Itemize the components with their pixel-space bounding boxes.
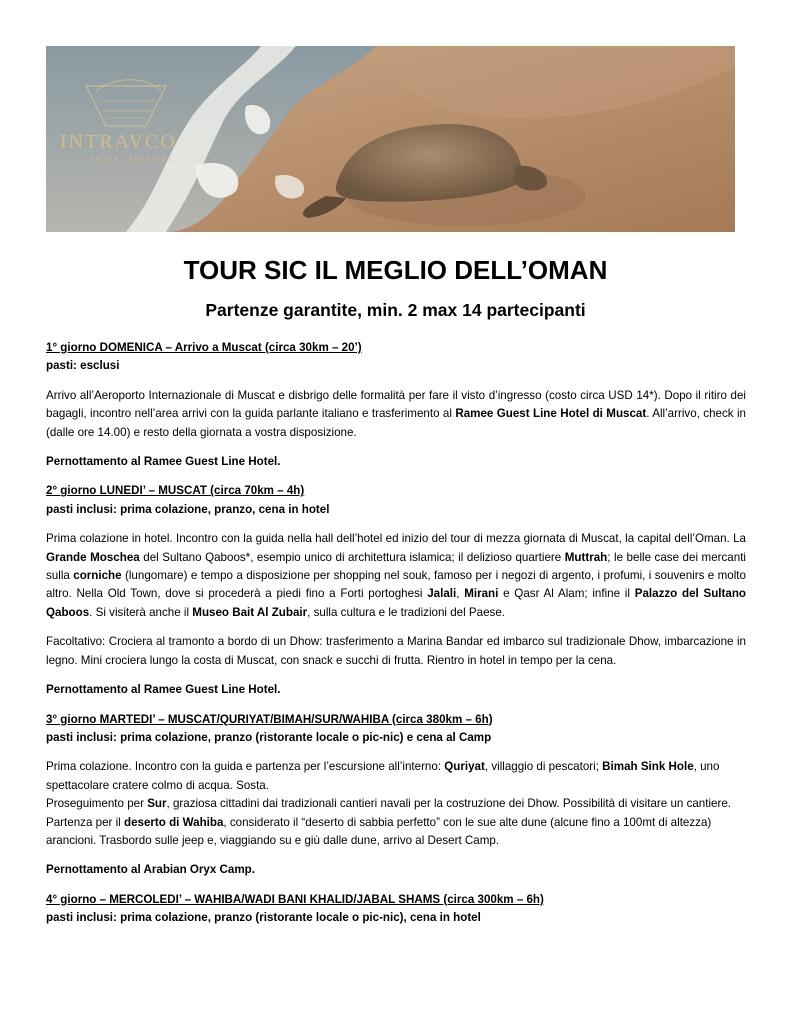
page-subtitle: Partenze garantite, min. 2 max 14 partecipanti [205, 300, 586, 320]
meals-info: pasti inclusi: prima colazione, pranzo (ristorante locale o pic-nic), cena in hotel [46, 911, 481, 925]
beach-turtle-photo [46, 46, 735, 232]
day-description: Arrivo all’Aeroporto Internazionale di Muscat e disbrigo delle formalità per fare il visto d’ingresso (costo circa USD 14*). Dopo il ritiro dei bagagli, incontro nell’area arrivi con la guida parlante italiano e trasferimento al Ramee Guest Line Hotel di Muscat. All’arrivo, check in (dalle ore 14.00) e resto della giornata a vostra disposizione. [46, 388, 746, 439]
overnight-info: Pernottamento al Arabian Oryx Camp. [46, 863, 255, 877]
optional-excursion: Facoltativo: Crociera al tramonto a bordo di un Dhow: trasferimento a Marina Bandar ed imbarco sul tradizionale Dhow, imbarcazione in legno. Mini crociera lungo la costa di Muscat, con snack e succhi di frutta. Rientro in hotel in tempo per la cena. [46, 635, 746, 667]
day-description: Proseguimento per Sur, graziosa cittadini dai tradizionali cantieri navali per la costruzione dei Dhow. Possibilità di visitare un cantiere. [46, 797, 732, 811]
day-heading: 3° giorno MARTEDI’ – MUSCAT/QURIYAT/BIMAH/SUR/WAHIBA (circa 380km – 6h) [46, 712, 493, 726]
day-description: Prima colazione. Incontro con la guida e partenza per l’escursione all’interno: Quriyat, villaggio di pescatori; Bimah Sink Hole, uno spettacolare cratere colmo di acqua. Sosta. [46, 760, 720, 792]
day-heading: 1° giorno DOMENICA – Arrivo a Muscat (circa 30km – 20’) [46, 341, 362, 354]
overnight-info: Pernottamento al Ramee Guest Line Hotel. [46, 683, 281, 697]
day-heading: 2° giorno LUNEDI’ – MUSCAT (circa 70km – 4h) [46, 484, 305, 498]
meals-info: pasti inclusi: prima colazione, pranzo, cena in hotel [46, 502, 330, 516]
overnight-info: Pernottamento al Ramee Guest Line Hotel. [46, 455, 281, 469]
page-title: TOUR SIC IL MEGLIO DELL’OMAN [183, 255, 608, 285]
day-heading: 4° giorno – MERCOLEDI’ – WAHIBA/WADI BANI KHALID/JABAL SHAMS (circa 300km – 6h) [46, 892, 544, 906]
svg-text:INTRAVCO: INTRAVCO [60, 131, 177, 153]
meals-info: pasti inclusi: prima colazione, pranzo (ristorante locale o pic-nic) e cena al Camp [46, 730, 492, 744]
header-banner-image [46, 46, 735, 232]
day-description: Partenza per il deserto di Wahiba, considerato il “deserto di sabbia perfetto” con le sue alte dune (alcune fino a 100mt di altezza) arancioni. Trasbordo sulle jeep e, viaggiando su e giù dalle dune, arrivo al Desert Camp. [46, 815, 712, 847]
svg-text:TRAVEL SERVICES: TRAVEL SERVICES [90, 156, 174, 164]
meals-info: pasti: esclusi [46, 359, 120, 373]
itinerary [46, 339, 746, 928]
day-description: Prima colazione in hotel. Incontro con la guida nella hall dell’hotel ed inizio del tour di mezza giornata di Muscat, la capital dell’Oman. La Grande Moschea del Sultano Qaboos*, esempio unico di architettura islamica; il delizioso quartiere Muttrah; le belle case dei mercanti sulla corniche (lungomare) e tempo a disposizione per shopping nel souk, famoso per i negozi di argento, i profumi, i souvenirs e molto altro. Nella Old Town, dove si procederà a piedi fino a Forti portoghesi Jalali, Mirani e Qasr Al Alam; infine il Palazzo del Sultano Qaboos. Si visiterà anche il Museo Bait Al Zubair, sulla cultura e le tradizioni del Paese. [46, 532, 747, 619]
